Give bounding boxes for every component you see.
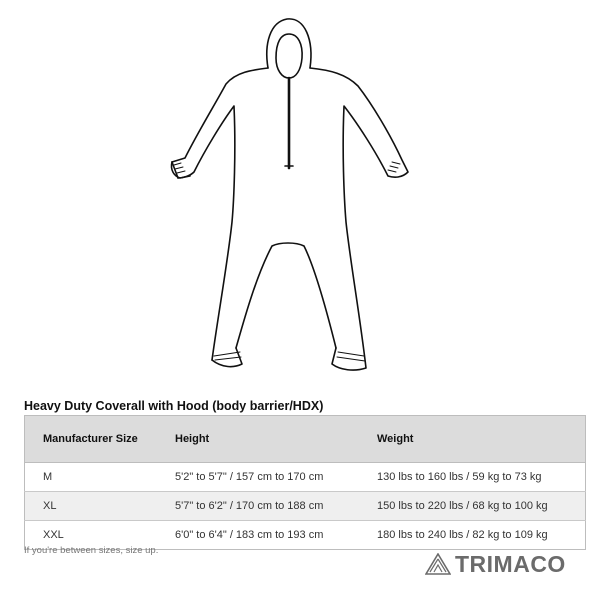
height-cell: 6'0" to 6'4" / 183 cm to 193 cm [174, 521, 376, 550]
weight-cell: 180 lbs to 240 lbs / 82 kg to 109 kg [376, 521, 586, 550]
trimaco-triangle-icon [425, 553, 451, 575]
brand-logo [425, 551, 566, 577]
weight-cell: 130 lbs to 160 lbs / 59 kg to 73 kg [376, 463, 586, 492]
column-header-height: Height [174, 416, 376, 463]
table-row [25, 463, 586, 492]
size-cell: M [25, 463, 175, 492]
product-title: Heavy Duty Coverall with Hood (body barrier/HDX) [24, 399, 324, 413]
table-header-row [25, 416, 586, 463]
brand-name: TRIMACO [455, 551, 566, 577]
table-row [25, 492, 586, 521]
weight-cell: 150 lbs to 220 lbs / 68 kg to 100 kg [376, 492, 586, 521]
column-header-size: Manufacturer Size [25, 416, 175, 463]
size-cell: XXL [25, 521, 175, 550]
column-header-weight: Weight [376, 416, 586, 463]
sizing-note: If you're between sizes, size up. [24, 545, 159, 556]
height-cell: 5'7" to 6'2" / 170 cm to 188 cm [174, 492, 376, 521]
height-cell: 5'2" to 5'7" / 157 cm to 170 cm [174, 463, 376, 492]
size-cell: XL [25, 492, 175, 521]
size-table [24, 415, 586, 550]
